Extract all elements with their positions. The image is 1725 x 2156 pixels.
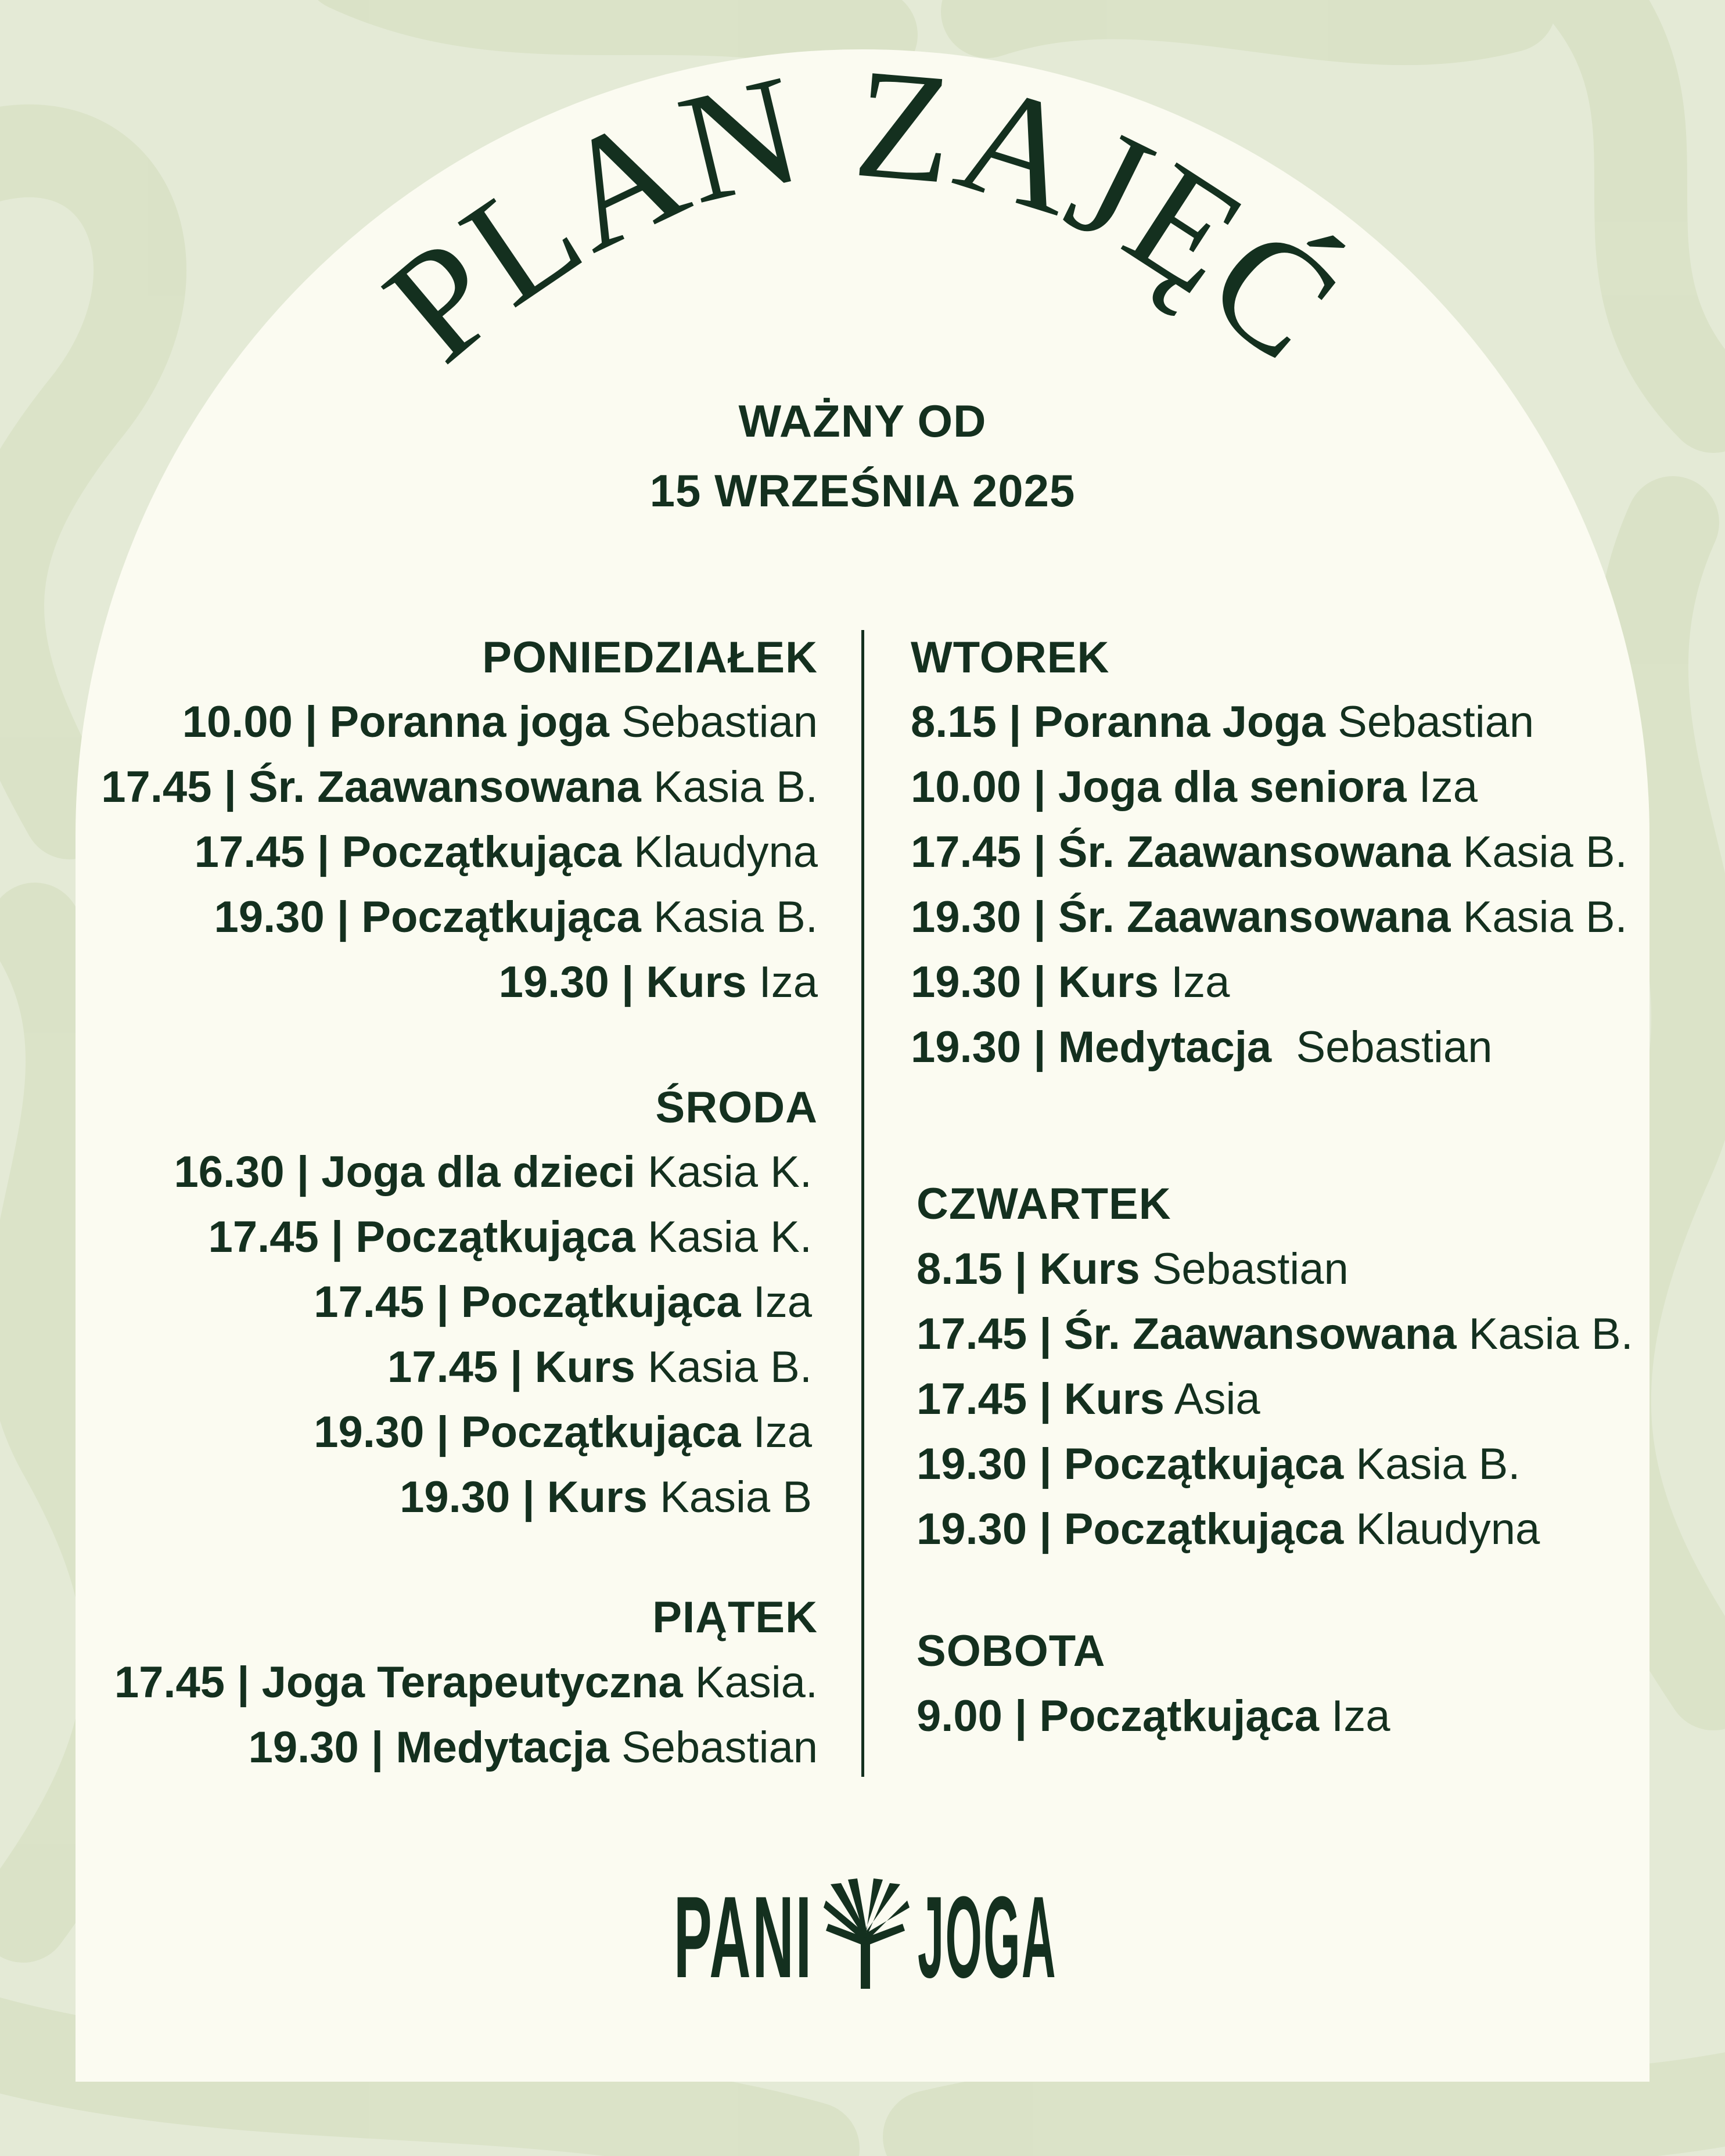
schedule-row: 16.30 | Joga dla dzieci Kasia K. <box>174 1147 812 1197</box>
schedule-row: 19.30 | Medytacja Sebastian <box>911 1023 1493 1072</box>
schedule-row: 10.00 | Joga dla seniora Iza <box>911 762 1478 812</box>
palm-leaf-icon <box>824 1878 910 1989</box>
svg-text:JOGA: JOGA <box>918 1873 1057 2002</box>
schedule-row: 19.30 | Śr. Zaawansowana Kasia B. <box>911 892 1627 942</box>
schedule-row: 17.45 | Kurs Asia <box>917 1374 1260 1424</box>
valid-from-date: 15 WRZEŚNIA 2025 <box>649 465 1076 516</box>
schedule-row: 17.45 | Śr. Zaawansowana Kasia B. <box>917 1309 1633 1359</box>
day-heading-piatek: PIĄTEK <box>652 1593 818 1642</box>
schedule-row: 17.45 | Śr. Zaawansowana Kasia B. <box>911 827 1627 877</box>
day-heading-sroda: ŚRODA <box>655 1083 818 1132</box>
schedule-row: 10.00 | Poranna joga Sebastian <box>182 697 818 747</box>
schedule-row: 17.45 | Początkująca Kasia K. <box>208 1212 812 1262</box>
day-heading-poniedzialek: PONIEDZIAŁEK <box>482 633 818 682</box>
schedule-row: 19.30 | Kurs Iza <box>911 958 1230 1007</box>
schedule-row: 19.30 | Początkująca Kasia B. <box>214 892 818 942</box>
schedule-row: 19.30 | Kurs Kasia B <box>400 1473 812 1522</box>
day-heading-sobota: SOBOTA <box>917 1626 1106 1676</box>
schedule-row: 17.45 | Joga Terapeutyczna Kasia. <box>114 1658 818 1707</box>
valid-from-label: WAŻNY OD <box>738 395 987 447</box>
schedule-row: 19.30 | Początkująca Klaudyna <box>917 1504 1540 1554</box>
schedule-row: 19.30 | Kurs Iza <box>498 958 818 1007</box>
day-heading-czwartek: CZWARTEK <box>917 1179 1171 1229</box>
schedule-row: 17.45 | Śr. Zaawansowana Kasia B. <box>101 762 818 812</box>
schedule-row: 19.30 | Początkująca Iza <box>314 1408 812 1457</box>
schedule-row: 17.45 | Kurs Kasia B. <box>387 1342 812 1392</box>
schedule-row: 19.30 | Medytacja Sebastian <box>248 1723 818 1772</box>
day-heading-wtorek: WTOREK <box>911 633 1110 682</box>
schedule-row: 17.45 | Początkująca Klaudyna <box>194 827 818 877</box>
svg-text:PANI: PANI <box>674 1873 813 2002</box>
schedule-row: 9.00 | Początkująca Iza <box>917 1691 1390 1741</box>
schedule-row: 17.45 | Początkująca Iza <box>314 1277 812 1327</box>
schedule-row: 19.30 | Początkująca Kasia B. <box>917 1439 1521 1489</box>
schedule-row: 8.15 | Poranna Joga Sebastian <box>911 697 1534 747</box>
schedule-row: 8.15 | Kurs Sebastian <box>917 1244 1349 1294</box>
pani-joga-logo <box>674 1873 1057 2002</box>
svg-text:PLAN ZAJĘĆ: PLAN ZAJĘĆ <box>353 35 1371 394</box>
column-divider <box>861 630 864 1777</box>
